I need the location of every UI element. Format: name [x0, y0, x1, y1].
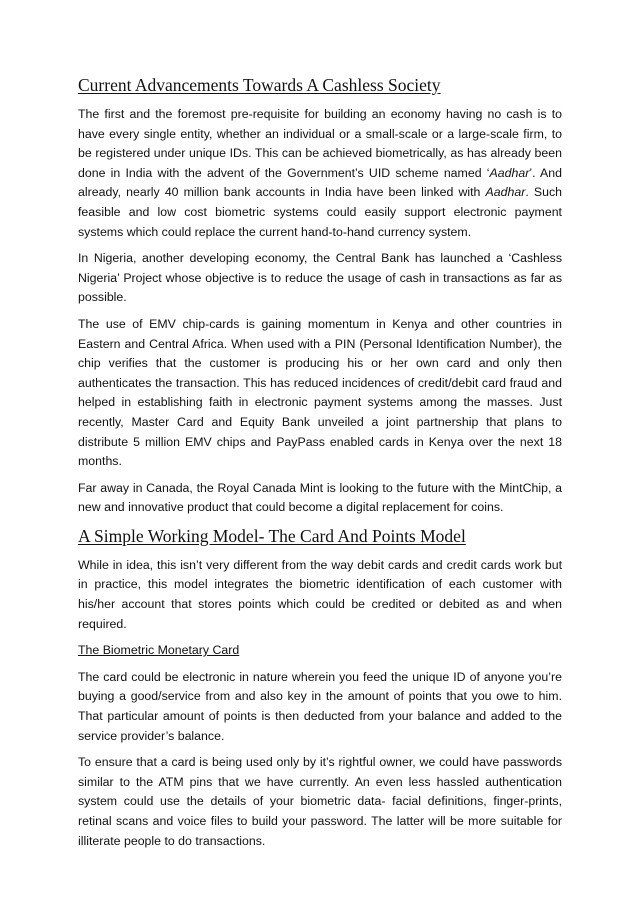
paragraph-model-overview: While in idea, this isn’t very different from the way debit cards and credit cards work but in practice, this model integrates the biometric identification of each customer with his/her account that stores points which could be credited or debited as and when required.	[78, 557, 562, 631]
aadhar-term: Aadhar	[485, 185, 526, 200]
paragraph-kenya-emv: The use of EMV chip-cards is gaining momentum in Kenya and other countries in Eastern and Central Africa. When used with a PIN (Personal Identification Number), the chip verifies that the customer is producing his or her own card and only then authenticates the transaction. This has reduced incidences of credit/debit card fraud and helped in establishing faith in electronic payment systems among the masses. Just recently, Master Card and Equity Bank unveiled a joint partnership that plans to distribute 5 million EMV chips and PayPass enabled cards in Kenya over the next 18 months.	[78, 316, 562, 469]
paragraph-text: The first and the foremost pre-requisite for building an economy having no cash is to have every single entity, whether an individual or a small-scale or a large-scale firm, to be registered under unique IDs. This can be achieved biometrically, as has already been done in India with the advent of the Government’s UID scheme named ‘	[78, 107, 562, 180]
section-heading-card-points-model: A Simple Working Model- The Card And Points Model	[78, 525, 466, 546]
subheading-biometric-card: The Biometric Monetary Card	[78, 643, 240, 658]
paragraph-nigeria: In Nigeria, another developing economy, the Central Bank has launched a ‘Cashless Nigeria’ Project whose objective is to reduce the usage of cash in transactions as far as possible.	[78, 251, 562, 305]
document-page	[78, 74, 562, 858]
aadhar-term: Aadhar	[489, 165, 530, 180]
paragraph-unique-ids	[78, 105, 562, 242]
section-heading-cashless-society: Current Advancements Towards A Cashless Society	[78, 75, 441, 95]
paragraph-text: ’. And already, nearly 40 million bank accounts in India have been linked with	[78, 165, 562, 200]
paragraph-authentication: To ensure that a card is being used only by it’s rightful owner, we could have passwords similar to the ATM pins that we have currently. An even less hassled authentication system could use the details of your biometric data- facial definitions, finger-prints, retinal scans and voice files to build your password. The latter will be more suitable for illiterate people to do transactions.	[78, 755, 562, 848]
paragraph-canada-mintchip: Far away in Canada, the Royal Canada Mint is looking to the future with the MintChip, a new and innovative product that could become a digital replacement for coins.	[78, 480, 562, 515]
paragraph-text: . Such feasible and low cost biometric systems could easily support electronic payment systems which could replace the current hand-to-hand currency system.	[78, 185, 562, 239]
paragraph-card-points: The card could be electronic in nature wherein you feed the unique ID of anyone you’re buying a good/service from and also key in the amount of points that you owe to him. That particular amount of points is then deducted from your balance and added to the service provider’s balance.	[78, 669, 562, 743]
